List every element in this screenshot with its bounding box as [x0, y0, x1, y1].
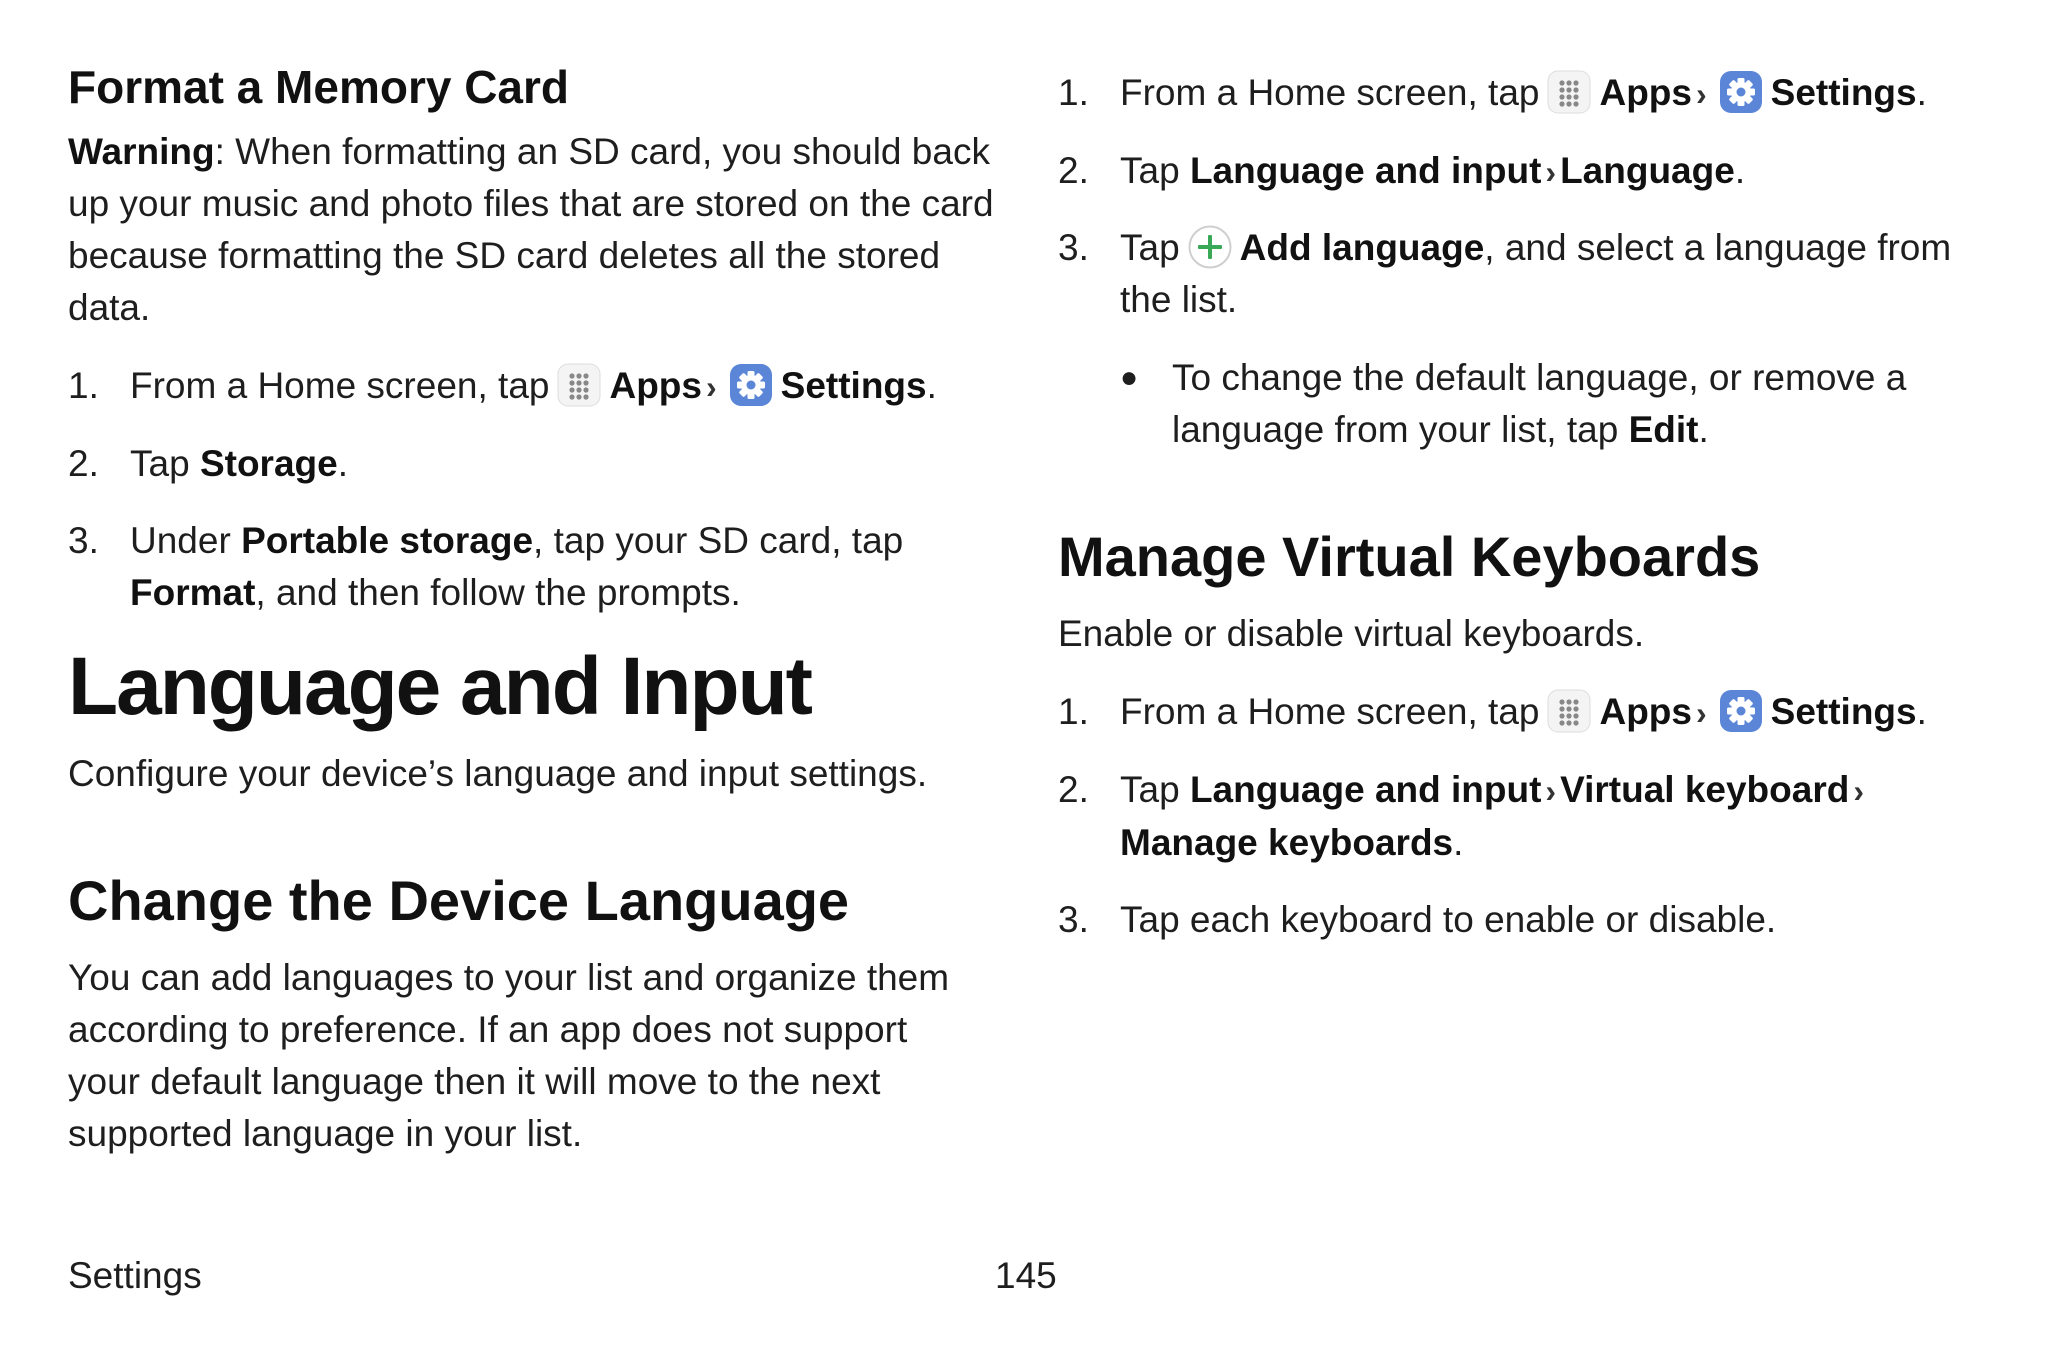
- settings-gear-icon: [1719, 70, 1763, 114]
- settings-gear-icon: [1719, 689, 1763, 733]
- apps-grid-icon: [1547, 689, 1591, 733]
- keyboard-step-3: 3. Tap each keyboard to enable or disable.: [1058, 899, 1777, 940]
- change-language-paragraph: You can add languages to your list and organize them according to preference. If an app does not support your default language then it will move to the next supported language in your list.: [68, 957, 950, 1154]
- format-step-3: 3. Under Portable storage, tap your SD card, tap Format, and then follow the prompts.: [68, 520, 904, 613]
- settings-label: Settings: [780, 365, 927, 406]
- bullet-dot-icon: ●: [1120, 361, 1139, 394]
- settings-label: Settings: [1770, 691, 1917, 732]
- chevron-right-icon: ›: [1853, 773, 1864, 809]
- chevron-right-icon: ›: [1545, 773, 1557, 809]
- language-step-2: 2. Tap Language and input › Language.: [1058, 145, 1998, 198]
- chevron-right-icon: ›: [1695, 76, 1707, 112]
- chevron-right-icon: ›: [1695, 695, 1707, 731]
- language-step-1: 1. From a Home screen, tap Apps › Settings.: [1058, 67, 1998, 120]
- warning-paragraph: Warning: When formatting an SD card, you should back up your music and photo files that are stored on the card because formatting the SD card deletes all the stored data.: [68, 131, 994, 328]
- chapter-description: Configure your device’s language and input settings.: [68, 753, 928, 794]
- format-step-2: 2. Tap Storage.: [68, 443, 348, 484]
- footer-section-name: Settings: [68, 1255, 202, 1296]
- chevron-right-icon: ›: [1545, 154, 1557, 190]
- warning-label: Warning: [68, 131, 215, 172]
- change-device-language-heading: Change the Device Language: [68, 869, 850, 932]
- manage-virtual-keyboards-heading: Manage Virtual Keyboards: [1058, 525, 1761, 588]
- keyboard-step-2: 2. Tap Language and input › Virtual keyboard ›Manage keyboards.: [1058, 764, 1998, 869]
- apps-label: Apps: [1599, 691, 1692, 732]
- keyboard-step-1: 1. From a Home screen, tap Apps › Settings.: [1058, 686, 1998, 739]
- chevron-right-icon: ›: [705, 369, 717, 405]
- settings-label: Settings: [1770, 72, 1917, 113]
- bullet-edit-note: ● To change the default language, or remove a language from your list, tap Edit.: [1120, 352, 1990, 456]
- format-step-1: 1. From a Home screen, tap Apps › Settings.: [68, 360, 998, 413]
- settings-gear-icon: [729, 363, 773, 407]
- apps-label: Apps: [609, 365, 702, 406]
- chapter-title: Language and Input: [68, 641, 811, 732]
- add-plus-icon: [1188, 225, 1232, 269]
- apps-grid-icon: [1547, 70, 1591, 114]
- footer-page-number: 145: [995, 1255, 1057, 1296]
- format-memory-card-heading: Format a Memory Card: [68, 61, 570, 113]
- apps-label: Apps: [1599, 72, 1692, 113]
- language-step-3: 3. Tap Add language, and select a language from the list.: [1058, 227, 1952, 320]
- apps-grid-icon: [557, 363, 601, 407]
- manage-description: Enable or disable virtual keyboards.: [1058, 613, 1645, 654]
